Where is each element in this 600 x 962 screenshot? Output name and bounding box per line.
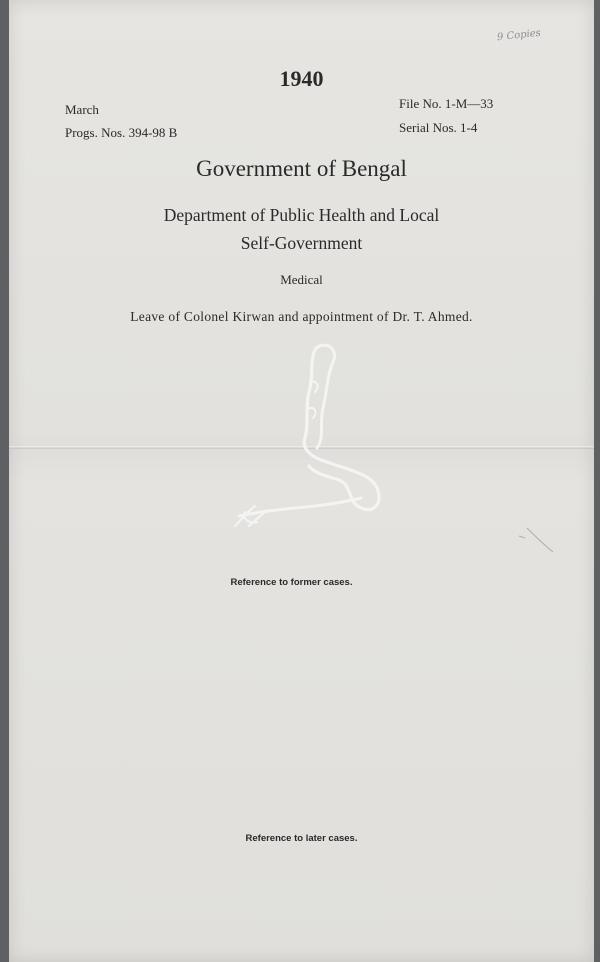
file-cover-sheet	[9, 0, 594, 962]
proceedings-info	[65, 98, 177, 144]
subject-line: Leave of Colonel Kirwan and appointment of Dr. T. Ahmed.	[130, 309, 473, 324]
department-title	[9, 201, 594, 257]
fold-line	[9, 446, 594, 449]
handwritten-annotation: 9 Copies	[496, 27, 542, 44]
month-label: March	[65, 102, 99, 117]
serial-numbers: Serial Nos. 1-4	[399, 120, 478, 135]
year-heading: 1940	[279, 66, 324, 91]
reference-later-cases: Reference to later cases.	[245, 833, 358, 844]
department-line-1: Department of Public Health and Local	[163, 205, 440, 225]
binding-string	[9, 0, 594, 962]
government-title: Government of Bengal	[196, 156, 407, 181]
department-line-2: Self-Government	[240, 233, 363, 253]
file-number: File No. 1-M—33	[399, 96, 494, 111]
branch-label: Medical	[280, 272, 323, 287]
reference-former-cases: Reference to former cases.	[230, 577, 353, 588]
file-info	[399, 92, 493, 140]
progs-numbers: Progs. Nos. 394-98 B	[65, 125, 178, 140]
